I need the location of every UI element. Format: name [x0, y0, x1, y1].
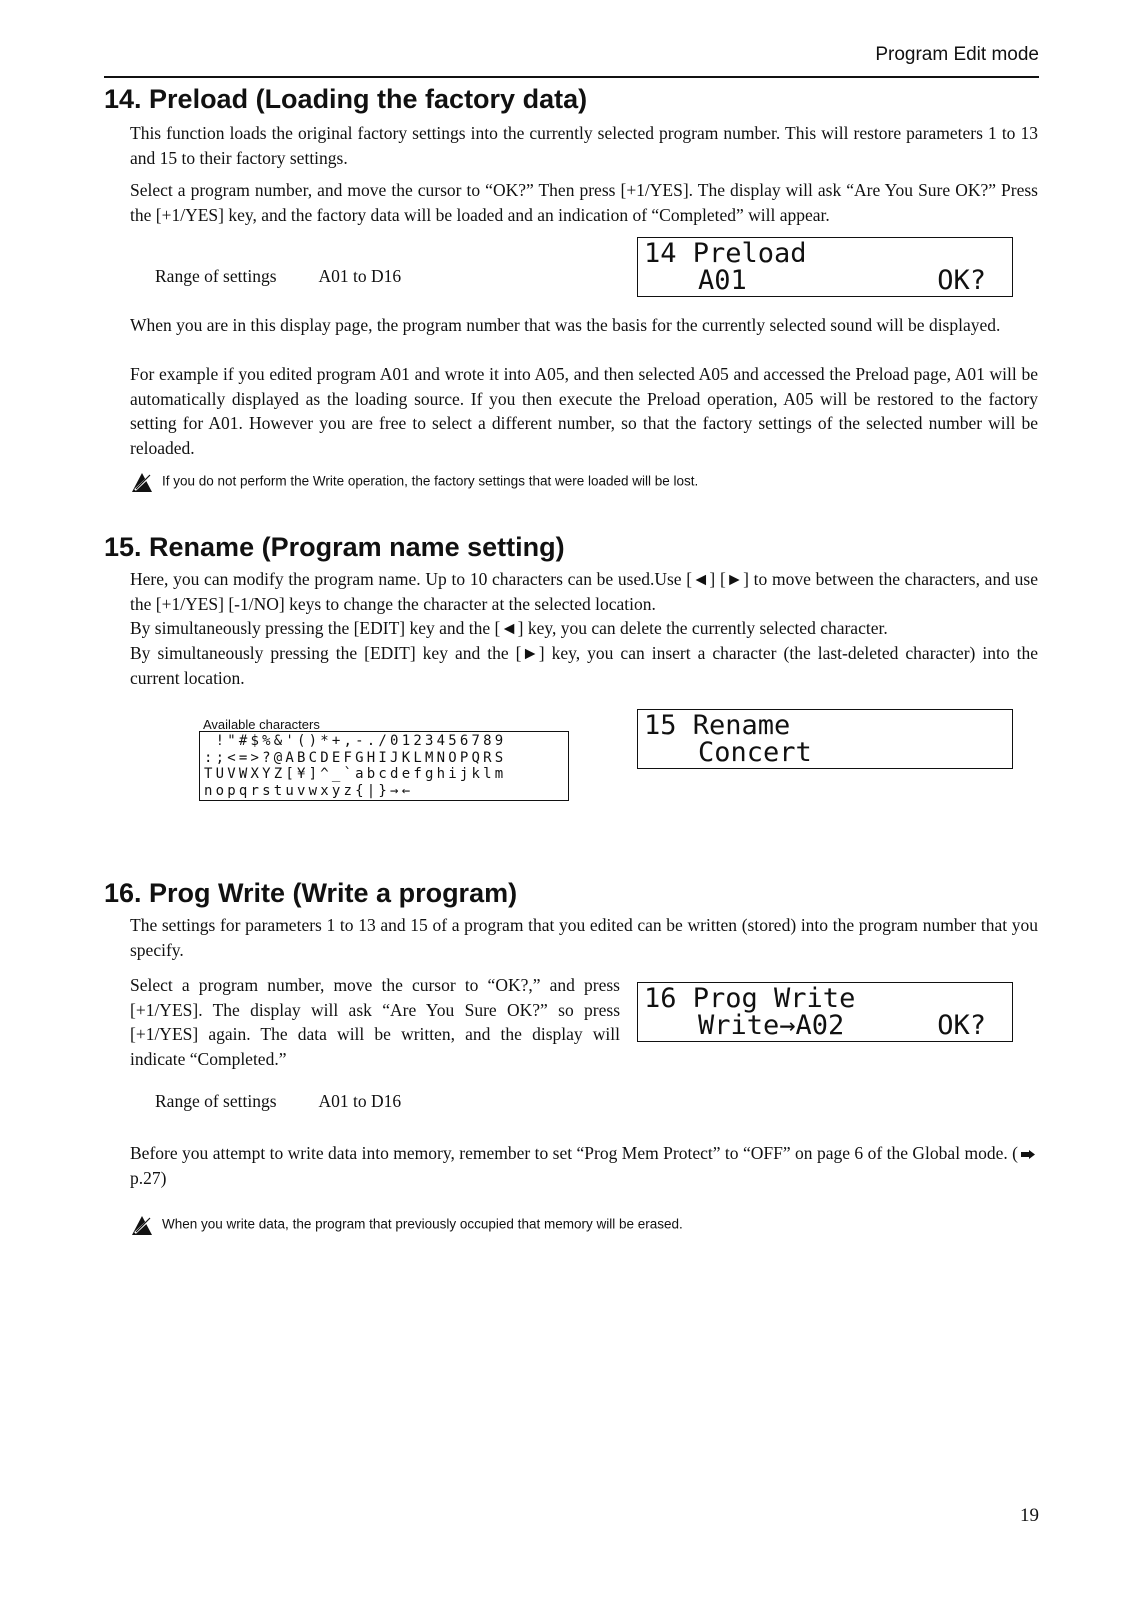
- lcd-line-1: 15 Rename: [644, 710, 791, 741]
- note-pencil-icon: [130, 471, 154, 493]
- lcd-display-preload: [637, 237, 1013, 297]
- progwrite-paragraph-3: [130, 1141, 1038, 1190]
- range-value: A01 to D16: [318, 266, 402, 286]
- lcd-display-progwrite: [637, 982, 1013, 1042]
- rename-paragraph-3: By simultaneously pressing the [EDIT] key and the [►] key, you can insert a character (the last-deleted character) into the current location.: [130, 643, 1038, 688]
- range-label: Range of settings: [155, 266, 277, 286]
- preload-note: [130, 471, 698, 493]
- section-title-rename: 15. Rename (Program name setting): [104, 532, 565, 562]
- progwrite-note: [130, 1214, 683, 1236]
- char-row: nopqrstuvwxyz{|}→←: [204, 782, 414, 799]
- progwrite-paragraph-2: Select a program number, move the cursor to “OK?,” and press [+1/YES]. The display will ask “Are You Sure OK?” so press [+1/YES] again. The data will be written, and the display will indicate “Completed.”: [130, 975, 620, 1069]
- note-text: If you do not perform the Write operation, the factory settings that were loaded will be lost.: [162, 473, 699, 489]
- section-title-progwrite: 16. Prog Write (Write a program): [104, 878, 518, 908]
- progwrite-paragraph-1: The settings for parameters 1 to 13 and 15 of a program that you edited can be written (stored) into the program number that you specify.: [130, 915, 1038, 960]
- rename-paragraph-1: Here, you can modify the program name. Up to 10 characters can be used.Use [◄] [►] to move between the characters, and use the [+1/YES] [-1/NO] keys to change the character at the selected location.: [130, 569, 1038, 614]
- lcd-ok: OK?: [937, 265, 986, 296]
- range-value: A01 to D16: [318, 1091, 402, 1111]
- char-row: :;<=>?@ABCDEFGHIJKLMNOPQRS: [204, 749, 507, 766]
- char-row: TUVWXYZ[¥]^_`abcdefghijklm: [204, 766, 507, 782]
- page-reference-icon: [1020, 1149, 1036, 1160]
- rename-paragraph-2: By simultaneously pressing the [EDIT] key and the [◄] key, you can delete the currently selected character.: [130, 618, 888, 638]
- memory-protect-text: Before you attempt to write data into memory, remember to set “Prog Mem Protect” to “OFF” on page 6 of the Global mode. (: [130, 1143, 1018, 1163]
- page-header: [104, 44, 1039, 78]
- lcd-ok: OK?: [937, 1010, 986, 1041]
- range-label: Range of settings: [155, 1091, 277, 1111]
- page-reference-text: p.27): [130, 1167, 167, 1188]
- lcd-line-2: Concert: [698, 737, 812, 768]
- preload-paragraph-2: Select a program number, and move the cursor to “OK?” Then press [+1/YES]. The display will ask “Are You Sure OK?” Press the [+1/YES] key, and the factory data will be loaded and an indication of “Completed” will appear.: [130, 180, 1038, 225]
- note-text: When you write data, the program that previously occupied that memory will be erased.: [162, 1216, 683, 1232]
- available-characters-label: Available characters: [203, 717, 320, 732]
- lcd-display-rename: [637, 709, 1013, 769]
- preload-paragraph-3: When you are in this display page, the program number that was the basis for the currently selected sound will be displayed.: [130, 315, 1001, 335]
- note-pencil-icon: [130, 1214, 154, 1236]
- page-number: 19: [1020, 1505, 1039, 1526]
- lcd-line-1: 16 Prog Write: [644, 983, 856, 1014]
- section-title-preload: 14. Preload (Loading the factory data): [104, 84, 588, 114]
- preload-paragraph-1: This function loads the original factory settings into the currently selected program number. This will restore parameters 1 to 13 and 15 to their factory settings.: [130, 123, 1038, 168]
- progwrite-range: [155, 1091, 401, 1112]
- preload-range: [155, 266, 401, 287]
- preload-paragraph-4: For example if you edited program A01 and wrote it into A05, and then selected A05 and accessed the Preload page, A01 will be automatically displayed as the loading source. If you then execute the Preload operation, A05 will be restored to the factory setting for A01. However you are free to select a different number, so that the factory settings of the selected number will be reloaded.: [130, 364, 1038, 458]
- lcd-line-1: 14 Preload: [644, 238, 807, 269]
- char-row: !"#$%&'()*+,-./0123456789: [204, 733, 507, 749]
- available-characters-table: [199, 731, 569, 801]
- lcd-line-2: A01: [698, 265, 747, 296]
- lcd-line-2: Write→A02: [698, 1010, 845, 1041]
- header-mode-label: Program Edit mode: [875, 44, 1039, 65]
